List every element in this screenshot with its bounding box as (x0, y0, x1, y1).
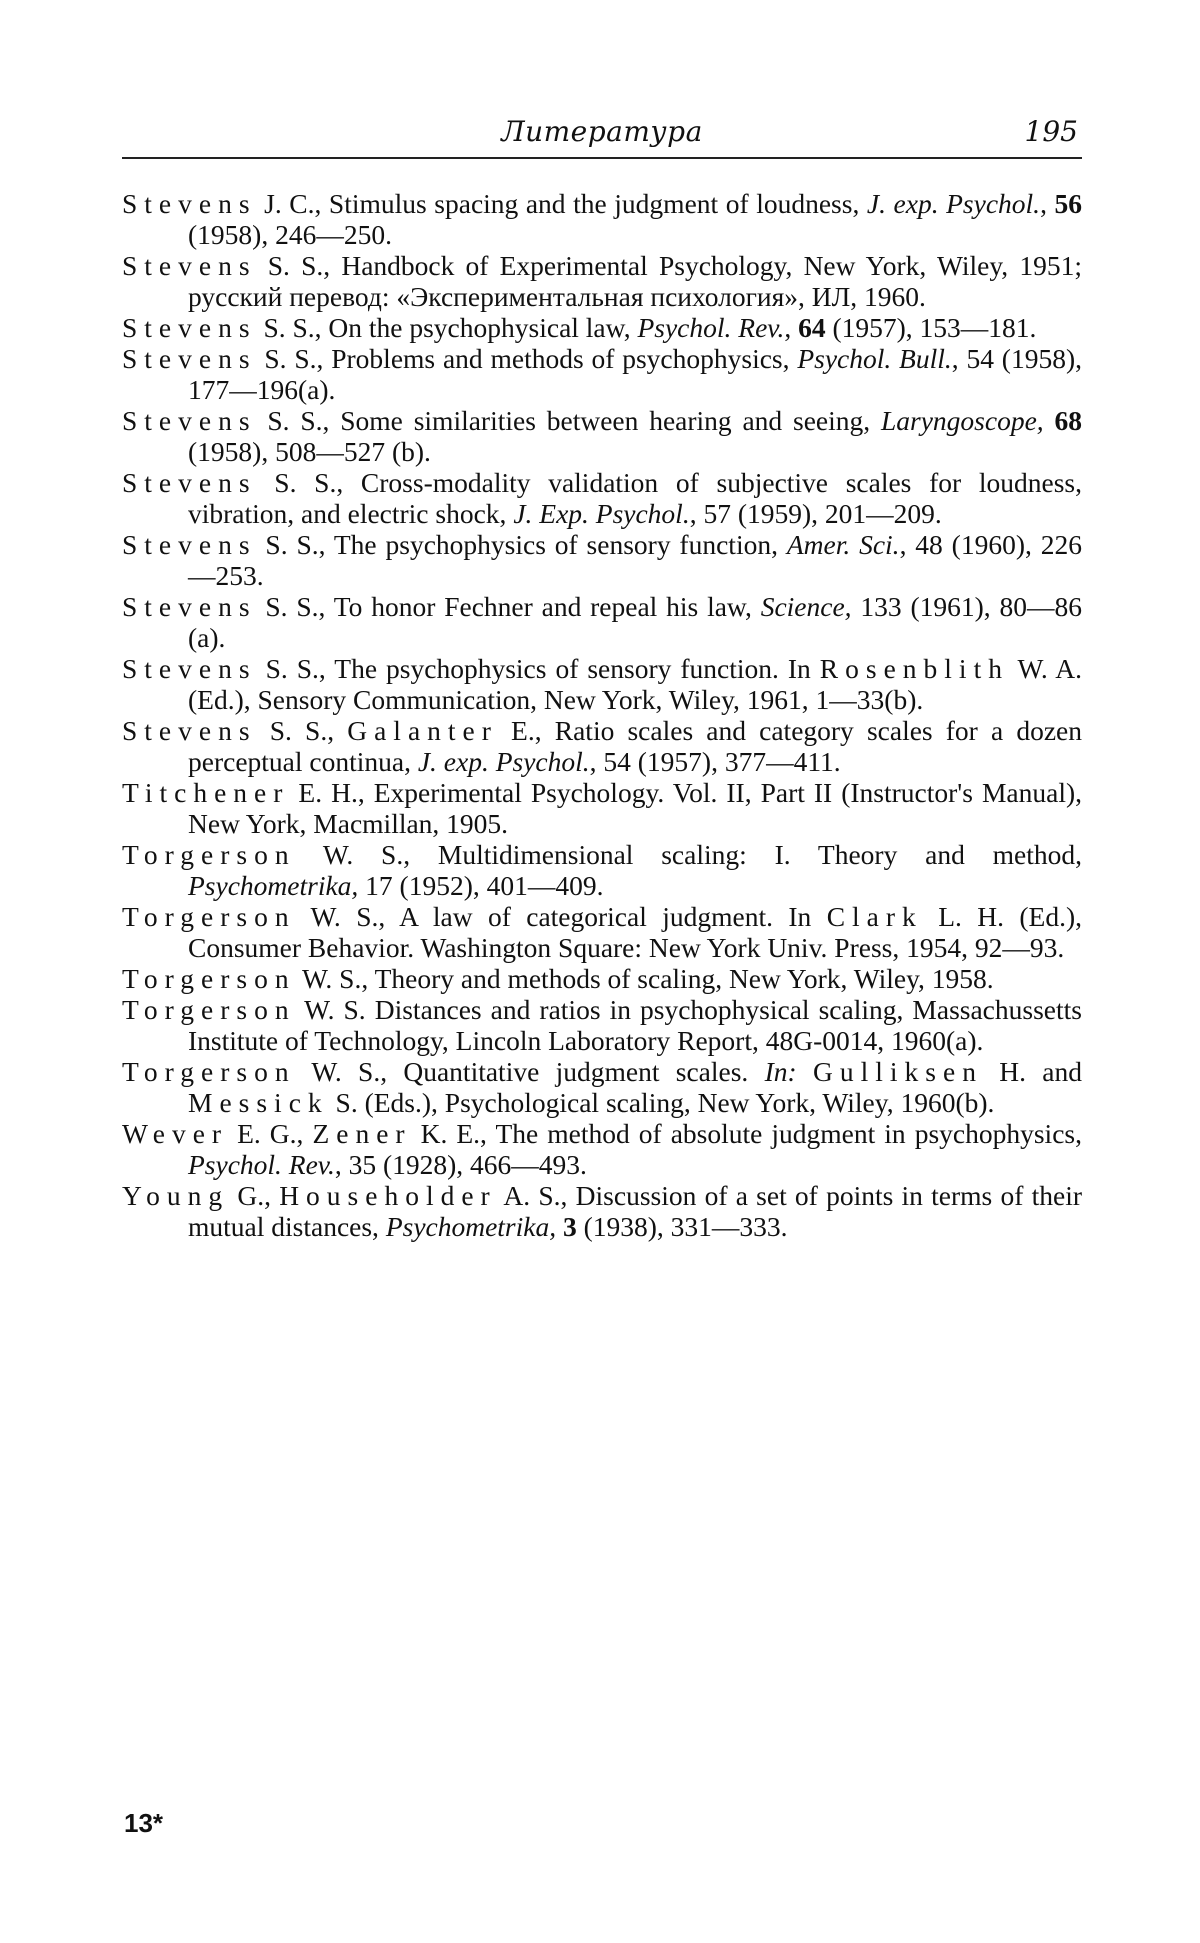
author-name: Rosenblith (819, 653, 1009, 684)
author-name: Clark (826, 901, 923, 932)
author-name: Stevens (122, 188, 257, 219)
reference-text: J. C., Stimulus spacing and the judgment of loudness, (256, 188, 867, 219)
reference-text: E., Ratio scales and category scales for a dozen perceptual continua, (188, 715, 1082, 777)
reference-text: L. H. (Ed.), Consumer Behavior. Washington Square: New York Univ. Press, 1954, 92—93. (188, 901, 1082, 963)
volume-number: 64 (798, 312, 826, 343)
reference-text: W. S. Distances and ratios in psychophysical scaling, Massachussetts Institute of Technology, Lincoln Laboratory Report, 48G-0014, 1960(a). (188, 994, 1082, 1056)
reference-entry (122, 1180, 1082, 1242)
author-name: Stevens (122, 653, 257, 684)
author-name: Young (122, 1180, 230, 1211)
reference-text: W. S., Theory and methods of scaling, New York, Wiley, 1958. (295, 963, 994, 994)
journal-title: Psychol. Rev. (637, 312, 785, 343)
reference-entry (122, 188, 1082, 250)
reference-entry (122, 901, 1082, 963)
reference-text: S. S., Cross-modality validation of subjective scales for loudness, vibration, and electric shock, (188, 467, 1082, 529)
reference-entry (122, 591, 1082, 653)
journal-title: J. exp. Psychol. (866, 188, 1041, 219)
reference-text: S. S., Problems and methods of psychophysics, (256, 343, 798, 374)
reference-entry (122, 715, 1082, 777)
author-name: Stevens (122, 591, 257, 622)
running-title: Литература (501, 115, 703, 148)
reference-text: S. S., The psychophysics of sensory function. In (256, 653, 820, 684)
reference-text: (1958), 508—527 (b). (188, 436, 431, 467)
page-header (122, 113, 1082, 159)
volume-number: 68 (1054, 405, 1082, 436)
reference-text: S. S., Handbock of Experimental Psychology, New York, Wiley, 1951; русский перевод: «Экспериментальная психология», ИЛ, 1960. (188, 250, 1082, 312)
reference-text: (1938), 331—333. (576, 1211, 788, 1242)
reference-text: S. S., Some similarities between hearing and seeing, (256, 405, 881, 436)
reference-entry (122, 343, 1082, 405)
reference-text: 133 (1961), 80—86 (a). (188, 591, 1082, 653)
reference-text: 17 (1952), 401—409. (358, 870, 604, 901)
reference-text: (1958), 246—250. (188, 219, 392, 250)
author-name: Torgerson (122, 994, 296, 1025)
reference-text: W. S., A law of categorical judgment. In (295, 901, 827, 932)
reference-text: S. (Eds.), Psychological scaling, New York, Wiley, 1960(b). (328, 1087, 995, 1118)
journal-title: J. Exp. Psychol. (513, 498, 690, 529)
journal-title: Science, (760, 591, 852, 622)
reference-text: W. S., Multidimensional scaling: I. Theory and method, (295, 839, 1082, 870)
journal-title: Psychometrika, (385, 1211, 557, 1242)
author-name: Torgerson (122, 901, 296, 932)
author-name: Gulliksen (813, 1056, 983, 1087)
journal-title: Psychometrika, (188, 870, 359, 901)
author-name: Titchener (122, 777, 290, 808)
journal-title: Amer. Sci. (786, 529, 900, 560)
journal-title: J. exp. Psychol. (417, 746, 590, 777)
reference-entry (122, 467, 1082, 529)
reference-text: S. S., The psychophysics of sensory function, (256, 529, 787, 560)
reference-text: A. S., Discussion of a set of points in terms of their mutual distances, (188, 1180, 1082, 1242)
journal-title: In: (764, 1056, 797, 1087)
reference-text: H. and (982, 1056, 1082, 1087)
author-name: Stevens (122, 467, 257, 498)
author-name: Stevens (122, 250, 257, 281)
author-name: Galanter (347, 715, 498, 746)
author-name: Stevens (122, 715, 257, 746)
reference-list (122, 188, 1082, 1242)
author-name: Torgerson (122, 963, 296, 994)
reference-text (1044, 405, 1055, 436)
author-name: Messick (188, 1087, 329, 1118)
reference-text: , (1040, 188, 1055, 219)
reference-text: , 54 (1957), 377—411. (589, 746, 841, 777)
author-name: Torgerson (122, 839, 296, 870)
author-name: Zener (312, 1118, 412, 1149)
reference-entry (122, 529, 1082, 591)
reference-entry (122, 250, 1082, 312)
author-name: Torgerson (122, 1056, 296, 1087)
reference-text: , 35 (1928), 466—493. (334, 1149, 587, 1180)
journal-title: Laryngoscope, (880, 405, 1044, 436)
volume-number: 56 (1054, 188, 1082, 219)
reference-text: E. G., (228, 1118, 313, 1149)
reference-text (797, 1056, 813, 1087)
reference-text (556, 1211, 563, 1242)
reference-text: S. S., (256, 715, 348, 746)
reference-entry (122, 777, 1082, 839)
reference-text: K. E., The method of absolute judgment in psychophysics, (411, 1118, 1082, 1149)
reference-entry (122, 1056, 1082, 1118)
reference-text: , 54 (1958), 177—196(a). (188, 343, 1082, 405)
reference-text: , 48 (1960), 226—253. (188, 529, 1082, 591)
reference-text: , (784, 312, 799, 343)
author-name: Stevens (122, 343, 257, 374)
volume-number: 3 (562, 1211, 577, 1242)
reference-entry (122, 839, 1082, 901)
reference-text: , 57 (1959), 201—209. (689, 498, 942, 529)
reference-entry (122, 405, 1082, 467)
reference-text: G., (229, 1180, 280, 1211)
reference-entry (122, 994, 1082, 1056)
author-name: Wever (122, 1118, 229, 1149)
author-name: Householder (279, 1180, 497, 1211)
reference-text: E. H., Experimental Psychology. Vol. II, Part II (Instructor's Manual), New York, Macmillan, 1905. (188, 777, 1082, 839)
reference-text: W. A. (Ed.), Sensory Communication, New York, Wiley, 1961, 1—33(b). (188, 653, 1082, 715)
reference-entry (122, 1118, 1082, 1180)
reference-text: S. S., On the psychophysical law, (256, 312, 638, 343)
reference-entry (122, 312, 1082, 343)
reference-text: W. S., Quantitative judgment scales. (295, 1056, 765, 1087)
journal-title: Psychol. Rev. (188, 1149, 335, 1180)
author-name: Stevens (122, 405, 257, 436)
reference-text: (1957), 153—181. (825, 312, 1037, 343)
page-number: 195 (1024, 115, 1078, 148)
author-name: Stevens (122, 529, 257, 560)
reference-text: S. S., To honor Fechner and repeal his law, (256, 591, 761, 622)
reference-entry (122, 963, 1082, 994)
reference-entry (122, 653, 1082, 715)
journal-title: Psychol. Bull. (797, 343, 952, 374)
author-name: Stevens (122, 312, 257, 343)
signature-mark: 13* (124, 1808, 164, 1838)
